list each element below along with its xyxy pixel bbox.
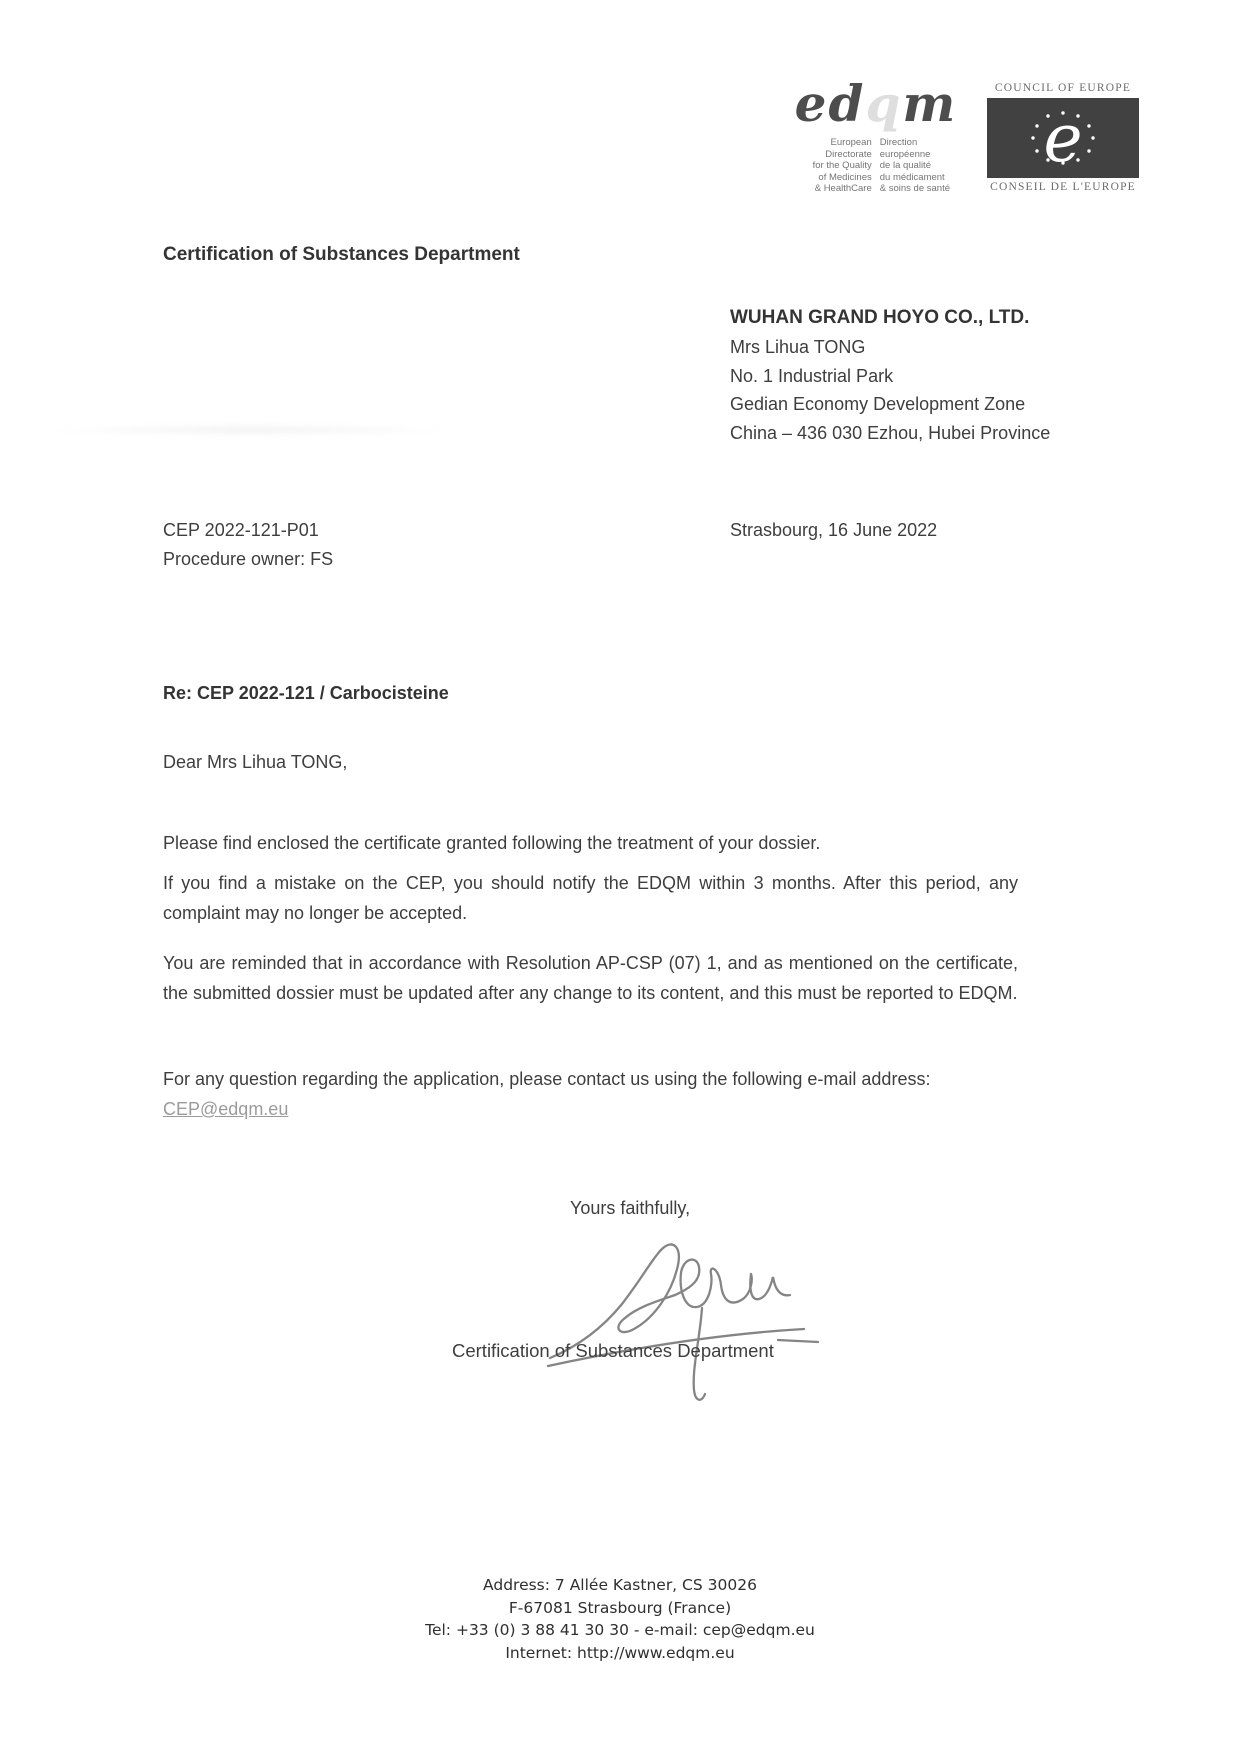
edqm-tagline-english: European Directorate for the Quality of Medicines & HealthCare (812, 137, 872, 194)
signature-department-name: Certification of Substances Department (452, 1340, 774, 1361)
subject-line: Re: CEP 2022-121 / Carbocisteine (163, 683, 449, 703)
body-paragraph-2: If you find a mistake on the CEP, you should notify the EDQM within 3 months. After this period, any complaint may no longer be accepted. (163, 873, 1018, 923)
body-paragraph-4 (163, 1064, 1018, 1124)
edqm-script-q: q (865, 74, 903, 133)
salutation: Dear Mrs Lihua TONG, (163, 752, 348, 772)
letter-footer (0, 1574, 1240, 1664)
body-paragraph-1: Please find enclosed the certificate granted following the treatment of your dossier. (163, 833, 821, 853)
place-and-date: Strasbourg, 16 June 2022 (730, 520, 938, 540)
edqm-logo (786, 74, 966, 195)
closing-phrase: Yours faithfully, (570, 1198, 691, 1218)
recipient-country: China – 436 030 Ezhou, Hubei Province (730, 422, 1051, 443)
edqm-script-m: m (902, 74, 958, 133)
recipient-zone: Gedian Economy Development Zone (730, 394, 1026, 414)
edqm-script-wordmark (786, 74, 966, 133)
footer-address: Address: 7 Allée Kastner, CS 30026 (483, 1576, 757, 1594)
coe-label-top: COUNCIL OF EUROPE (994, 82, 1132, 94)
cep-email-link[interactable]: CEP@edqm.eu (163, 1099, 289, 1119)
edqm-tagline (786, 137, 966, 195)
scan-smudge-artifact (55, 424, 445, 436)
procedure-owner: Procedure owner: FS (163, 549, 334, 569)
coe-label-bottom: CONSEIL DE L'EUROPE (990, 181, 1136, 193)
footer-internet: Internet: http://www.edqm.eu (505, 1643, 735, 1662)
edqm-script-ed: ed (794, 74, 866, 133)
recipient-street: No. 1 Industrial Park (730, 365, 894, 386)
footer-city: F-67081 Strasbourg (France) (508, 1598, 732, 1617)
recipient-company: WUHAN GRAND HOYO CO., LTD. (730, 307, 1030, 328)
coe-emblem-icon (987, 98, 1139, 178)
edqm-tagline-french: Direction européenne de la qualité du médicament & soins de santé (879, 137, 950, 194)
department-heading: Certification of Substances Department (163, 244, 520, 265)
footer-tel-email: Tel: +33 (0) 3 88 41 30 30 - e-mail: cep@edqm.eu (425, 1621, 815, 1639)
contact-sentence: For any question regarding the application, please contact us using the following e-mail address: (163, 1069, 931, 1089)
body-paragraph-3: You are reminded that in accordance with Resolution AP-CSP (07) 1, and as mentioned on the certificate, the submitted dossier must be updated after any change to its content, and this must be reported to EDQM. (163, 953, 1018, 1003)
council-of-europe-logo (984, 82, 1142, 193)
svg-text:e: e (1043, 100, 1083, 177)
recipient-address-block (730, 303, 1050, 447)
cep-reference: CEP 2022-121-P01 (163, 520, 319, 540)
handwritten-signature (542, 1236, 832, 1411)
recipient-contact: Mrs Lihua TONG (730, 337, 866, 357)
